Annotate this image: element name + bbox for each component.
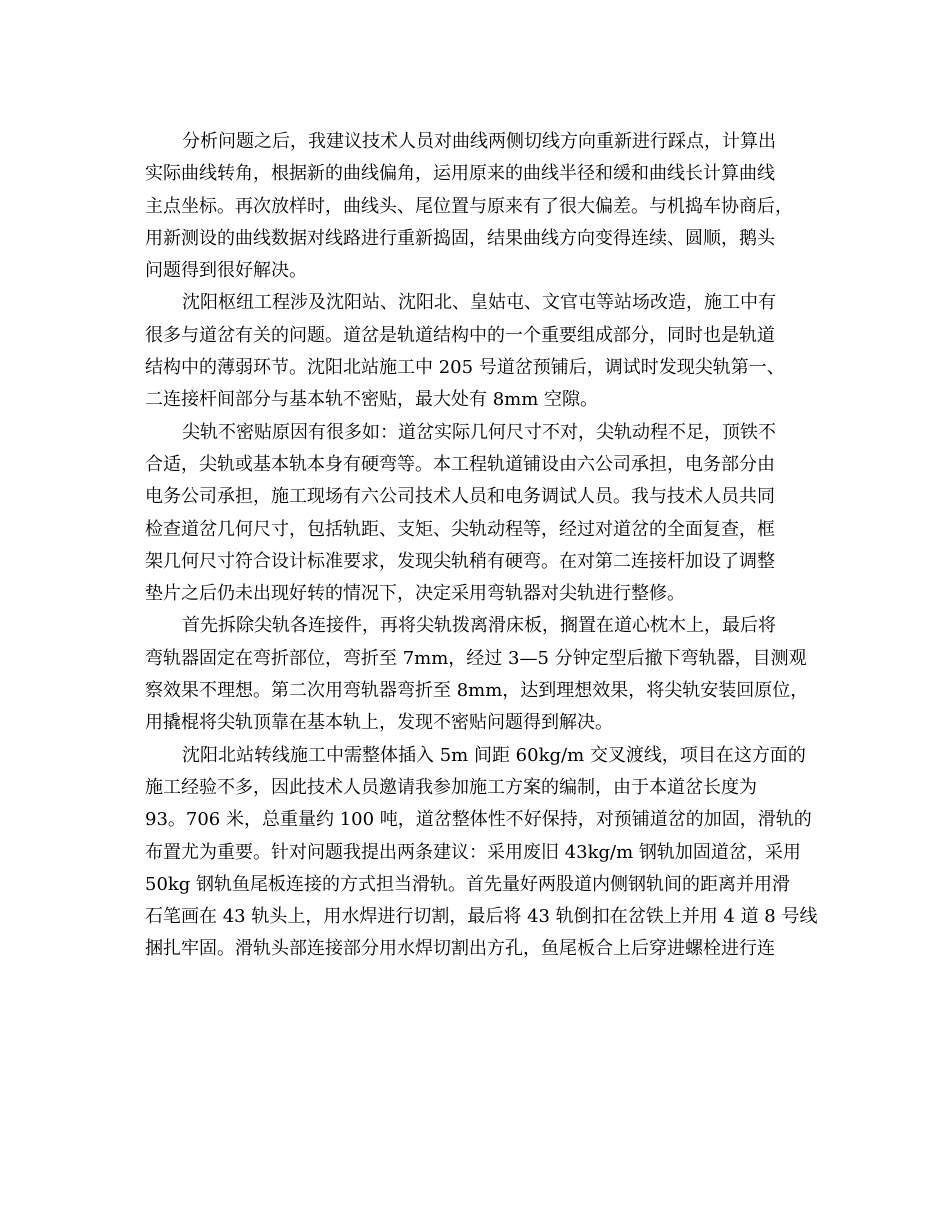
text-line: 尖轨不密贴原因有很多如：道岔实际几何尺寸不对，尖轨动程不足，顶铁不 xyxy=(182,421,776,443)
text-line: 沈阳北站转线施工中需整体插入 5m 间距 60kg/m 交叉渡线，项目在这方面的 xyxy=(182,744,806,766)
text-line: 实际曲线转角，根据新的曲线偏角，运用原来的曲线半径和缓和曲线长计算曲线 xyxy=(145,163,775,185)
text-line: 架几何尺寸符合设计标准要求，发现尖轨稍有硬弯。在对第二连接杆加设了调整 xyxy=(145,550,775,572)
text-line: 电务公司承担，施工现场有六公司技术人员和电务调试人员。我与技术人员共同 xyxy=(145,486,775,508)
paragraph xyxy=(145,417,810,611)
text-line: 分析问题之后，我建议技术人员对曲线两侧切线方向重新进行踩点，计算出 xyxy=(182,131,776,152)
text-line: 合适，尖轨或基本轨本身有硬弯等。本工程轨道铺设由六公司承担，电务部分由 xyxy=(145,453,775,475)
text-line: 察效果不理想。第二次用弯轨器弯折至 8mm，达到理想效果，将尖轨安装回原位， xyxy=(145,680,809,702)
text-line: 首先拆除尖轨各连接件，再将尖轨拨离滑床板，搁置在道心枕木上，最后将 xyxy=(182,615,776,637)
text-line: 石笔画在 43 轨头上，用水焊进行切割，最后将 43 轨倒扣在岔铁上并用 4 道 8 号线 xyxy=(145,906,818,928)
text-line: 用撬棍将尖轨顶靠在基本轨上，发现不密贴问题得到解决。 xyxy=(145,712,613,734)
text-line: 主点坐标。再次放样时，曲线头、尾位置与原来有了很大偏差。与机捣车协商后， xyxy=(145,195,793,217)
text-line: 捆扎牢固。滑轨头部连接部分用水焊切割出方孔，鱼尾板合上后穿进螺栓进行连 xyxy=(145,938,775,960)
text-line: 50kg 钢轨鱼尾板连接的方式担当滑轨。首先量好两股道内侧钢轨间的距离并用滑 xyxy=(145,873,791,895)
text-line: 很多与道岔有关的问题。道岔是轨道结构中的一个重要组成部分，同时也是轨道 xyxy=(145,324,775,346)
text-line: 检查道岔几何尺寸，包括轨距、支矩、尖轨动程等，经过对道岔的全面复查，框 xyxy=(145,518,775,540)
text-line: 用新测设的曲线数据对线路进行重新捣固，结果曲线方向变得连续、圆顺，鹅头 xyxy=(145,227,775,249)
text-line: 二连接杆间部分与基本轨不密贴，最大处有 8mm 空隙。 xyxy=(145,389,599,411)
text-line: 垫片之后仍未出现好转的情况下，决定采用弯轨器对尖轨进行整修。 xyxy=(145,583,685,605)
text-line: 弯轨器固定在弯折部位，弯折至 7mm，经过 3—5 分钟定型后撤下弯轨器，目测观 xyxy=(145,647,807,669)
text-line: 93。706 米，总重量约 100 吨，道岔整体性不好保持，对预铺道岔的加固，滑轨的 xyxy=(145,809,812,831)
text-line: 问题得到很好解决。 xyxy=(145,260,307,282)
paragraph xyxy=(145,126,810,287)
text-line: 布置尤为重要。针对问题我提出两条建议：采用废旧 43kg/m 钢轨加固道岔，采用 xyxy=(145,841,801,863)
document-body xyxy=(145,126,818,966)
text-line: 结构中的薄弱环节。沈阳北站施工中 205 号道岔预铺后，调试时发现尖轨第一、 xyxy=(145,357,785,379)
text-line: 沈阳枢纽工程涉及沈阳站、沈阳北、皇姑屯、文官屯等站场改造，施工中有 xyxy=(182,292,776,314)
paragraph xyxy=(145,287,810,416)
paragraph xyxy=(145,610,810,739)
text-line: 施工经验不多，因此技术人员邀请我参加施工方案的编制，由于本道岔长度为 xyxy=(145,776,757,798)
paragraph xyxy=(145,740,818,966)
